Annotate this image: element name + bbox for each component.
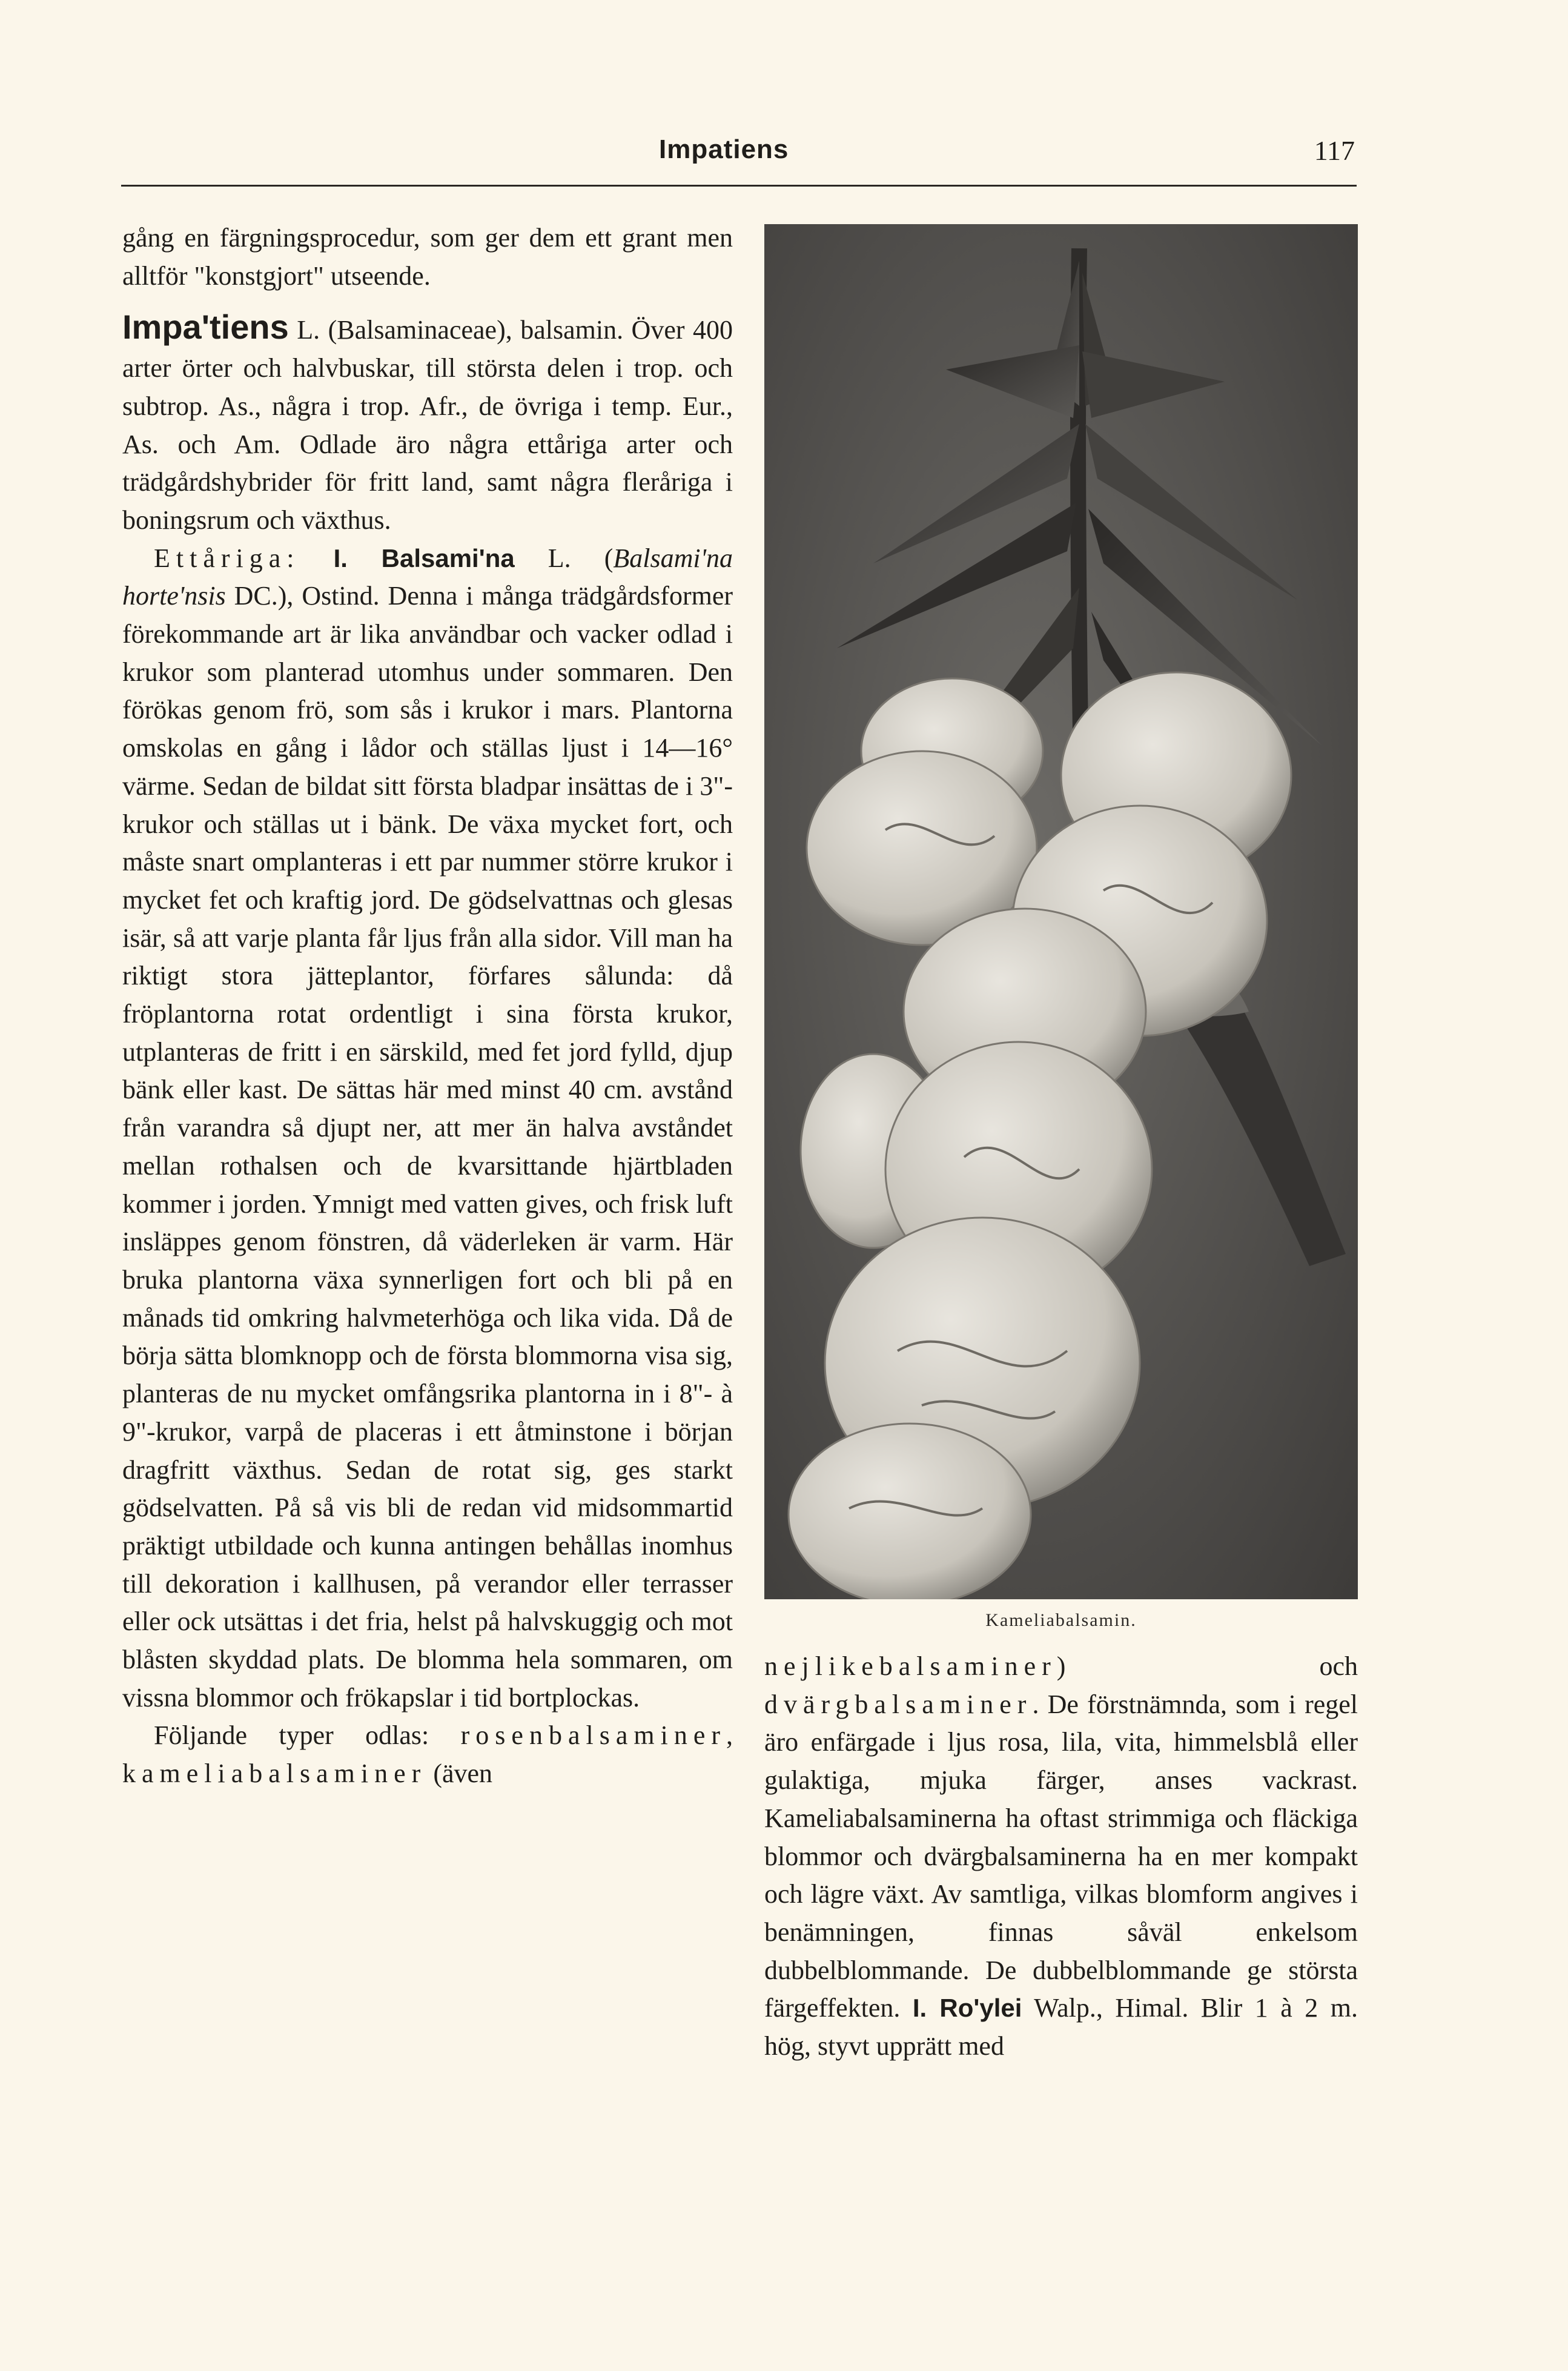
photo-camellia-balsam: [764, 224, 1358, 1599]
species-description: DC.), Ostind. Denna i många trädgårdsformer förekommande art är lika användbar och vacker odlad i krukor som planterad utomhus under sommaren. Den förökas genom frö, som sås i krukor i mars. Plantorna omskolas en gång i lådor och ställas ljust i 14—16° värme. Sedan de bildat sitt första bladpar insättas de i 3"-krukor och ställas ut i bänk. De växa mycket fort, och måste snart omplanteras i ett par nummer större krukor i mycket fet och kraftig jord. De gödselvattnas och glesas isär, så att varje planta får ljus från alla sidor. Vill man ha riktigt stora jätteplantor, förfares sålunda: då fröplantorna rotat ordentligt i sina första krukor, utplanteras de fritt i en särskild, med fet jord fylld, djup bänk eller kast. De sättas här med minst 40 cm. avstånd från varandra så djupt ner, att mer än halva avståndet mellan rothalsen och de kvarsittande hjärtbladen kommer i jorden. Ymnigt med vatten gives, och frisk luft insläppes genom fönstren, då väderleken är varm. Här bruka plantorna växa synnerligen fort och bli på en månads tid omkring halvmeterhöga och lika vida. Då de börja sätta blomknopp och de första blommorna visa sig, planteras de nu mycket omfångsrika plantorna in i 8"- à 9"-krukor, varpå de placeras i ett åtminstone i början dragfritt växthus. Sedan de rotat sig, ges starkt gödselvatten. På så vis bli de redan vid midsommartid präktigt utbildade och kunna antingen behållas inomhus till dekoration i kallhusen, på verandor eller terrasser eller ock utsättas i det fria, helst på halvskuggig och mot blåsten skyddad plats. De blomma hela sommaren, om vissna blommor och frökapslar i tid bortplockas.: [122, 581, 733, 1713]
type-dwarf-balsam: dvärgbalsaminer: [764, 1689, 1033, 1719]
annual-species-entry: [122, 540, 733, 1717]
figure-caption: Kameliabalsamin.: [985, 1610, 1137, 1630]
type-carnation-balsam: nejlikebalsaminer: [764, 1651, 1057, 1681]
running-head: [0, 134, 1568, 177]
running-head-title: Impatiens: [659, 134, 789, 164]
species-synonym: Balsami'na horte'nsis: [122, 543, 733, 611]
roylei-description: Walp., Himal. Blir 1 à 2 m. hög, styvt upprätt med: [764, 1993, 1358, 2061]
species-name-balsamina: I. Balsami'na: [333, 543, 515, 572]
continued-paragraph: gång en färgningsprocedur, som ger dem ett grant men alltför "konstgjort" utseende.: [122, 223, 733, 291]
page-number: 117: [1314, 135, 1355, 166]
types-paragraph-continued: [764, 1648, 1358, 2066]
type-camellia-balsam: kameliabalsaminer: [122, 1759, 427, 1789]
genus-description: L. (Balsaminaceae), balsamin. Över 400 arter örter och halvbuskar, till största delen i trop. och subtrop. As., några i trop. Afr., de övriga i temp. Eur., As. och Am. Odlade äro några ettåriga arter och trädgårdshybrider för fritt land, samt några fleråriga i boningsrum och växthus.: [122, 315, 733, 535]
left-text-column: [122, 219, 733, 1793]
paren-open: (även: [426, 1759, 493, 1789]
right-text-column: [764, 1648, 1358, 2066]
type-rose-balsam: rosenbalsaminer: [460, 1720, 726, 1751]
connector: ) och: [1056, 1651, 1358, 1681]
genus-entry: [122, 308, 733, 539]
types-description: . De förstnämnda, som i regel äro enfärgade i ljus rosa, lila, vita, himmelsblå eller gulaktiga, mjuka färger, anses vackrast. Kameliabalsaminerna ha oftast strimmiga och fläckiga blommor och dvärgbalsaminerna ha en mer kompakt och lägre växt. Av samtliga, vilkas blomform angives i benämningen, finnas såväl enkelsom dubbelblommande. De dubbelblommande ge största färgeffekten.: [764, 1689, 1358, 2023]
separator: ,: [726, 1720, 733, 1751]
types-intro: Följande typer odlas:: [154, 1720, 461, 1751]
species-author: L. (: [514, 543, 614, 573]
types-paragraph: [122, 1717, 733, 1792]
species-name-roylei: I. Ro'ylei: [912, 1994, 1022, 2023]
annuals-label: Ettåriga:: [154, 543, 300, 573]
header-rule: [121, 185, 1357, 187]
genus-name: Impa'tiens: [122, 308, 289, 347]
